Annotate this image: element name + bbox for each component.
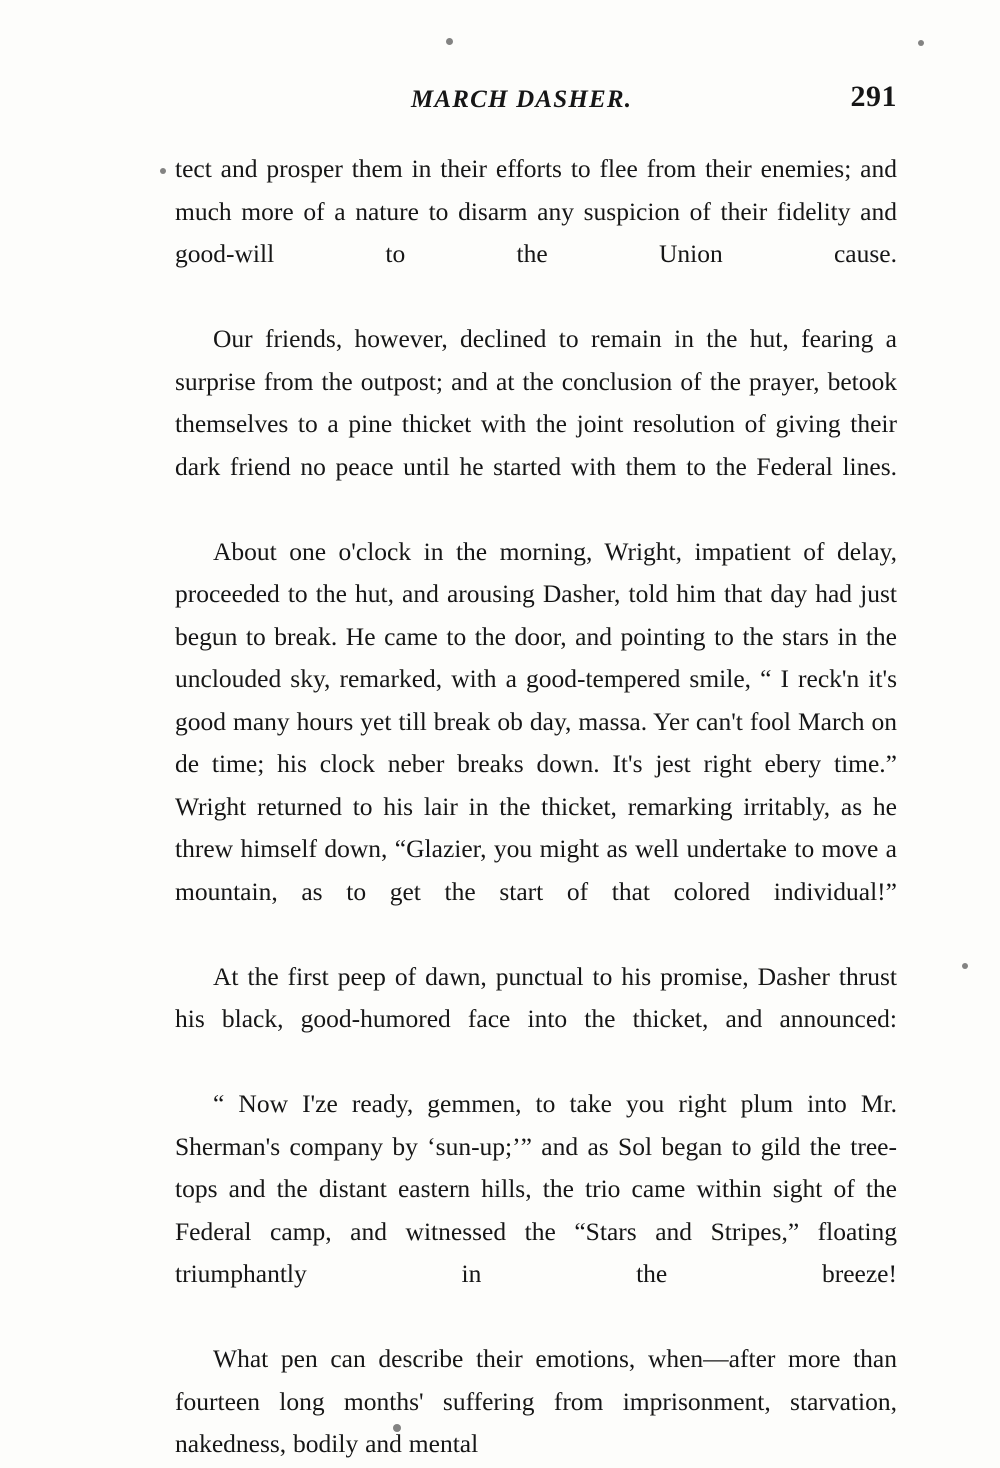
page-header [175, 80, 897, 126]
page-content [175, 80, 897, 1466]
paragraph: tect and prosper them in their efforts to flee from their enemies; and much more of a nature to disarm any suspicion of their fidelity and good-will to the Union cause. [175, 154, 897, 268]
page-number: 291 [850, 80, 897, 113]
scan-speck [962, 963, 968, 969]
body-text [175, 148, 897, 1466]
paragraph: About one o'clock in the morning, Wright, impatient of delay, proceeded to the hut, and arousing Dasher, told him that day had just begun to break. He came to the door, and pointing to the stars in the unclouded sky, remarked, with a good-tempered smile, “ I reck'n it's good many hours yet till break ob day, massa. Yer can't fool March on de time; his clock neber breaks down. It's jest right ebery time.” Wright returned to his lair in the thicket, remarking irritably, as he threw himself down, “Glazier, you might as well undertake to move a mountain, as to get the start of that colored individual!” [175, 536, 897, 906]
paragraph: At the first peep of dawn, punctual to his promise, Dasher thrust his black, good-humored face into the thicket, and announced: [175, 961, 897, 1033]
paragraph: What pen can describe their emotions, when—after more than fourteen long months' suffering from imprisonment, starvation, nakedness, bodily and mental [175, 1344, 897, 1458]
running-head: MARCH DASHER. [411, 86, 633, 113]
scan-speck [446, 38, 453, 45]
scan-speck [918, 40, 924, 46]
scan-speck [160, 168, 166, 174]
paragraph: Our friends, however, declined to remain in the hut, fearing a surprise from the outpost; and at the conclusion of the prayer, betook themselves to a pine thicket with the joint resolution of giving their dark friend no peace until he started with them to the Federal lines. [175, 324, 897, 481]
paragraph: “ Now I'ze ready, gemmen, to take you right plum into Mr. Sherman's company by ‘sun-up;’” and as Sol began to gild the tree-tops and the distant eastern hills, the trio came within sight of the Federal camp, and witnessed the “Stars and Stripes,” floating triumphantly in the breeze! [175, 1089, 897, 1288]
